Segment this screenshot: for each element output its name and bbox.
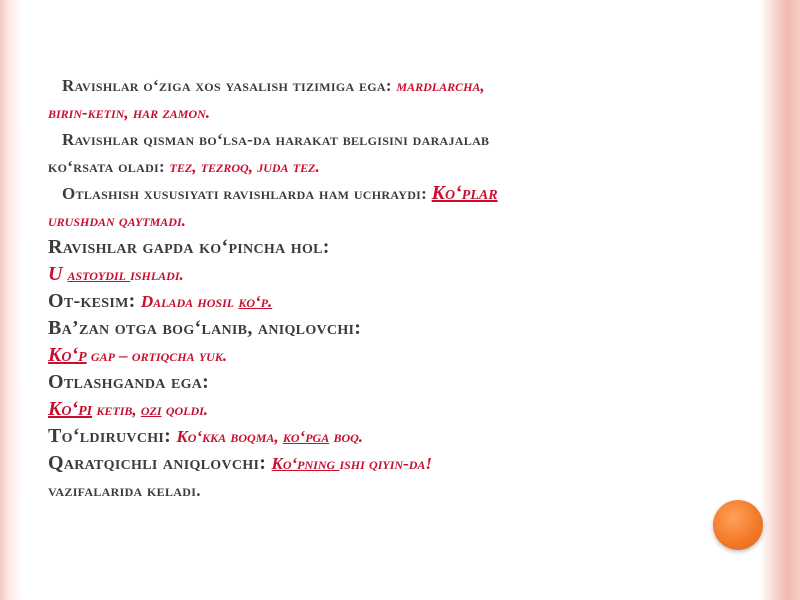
line-12 bbox=[48, 369, 728, 396]
line-10 bbox=[48, 315, 728, 342]
example-underlined: Ko‘pi bbox=[48, 398, 93, 420]
example: Ko‘kka boqma, bbox=[176, 427, 283, 446]
orange-circle-icon bbox=[713, 500, 763, 550]
example: U bbox=[48, 263, 68, 285]
statement: Otlashish xususiyati ravishlarda ham uchraydi: bbox=[62, 184, 432, 203]
line-11 bbox=[48, 342, 728, 369]
statement: To‘ldiruvchi: bbox=[48, 425, 177, 447]
statement: Ravishlar o‘ziga xos yasalish tizimiga ega: bbox=[62, 76, 397, 95]
example-underlined: Ko‘pning bbox=[271, 454, 340, 473]
statement: vazifalarida keladi. bbox=[48, 481, 201, 500]
example: urushdan qaytmadi. bbox=[48, 211, 186, 230]
example: mardlarcha, bbox=[396, 76, 485, 95]
statement: Ba’zan otga bog‘lanib, aniqlovchi: bbox=[48, 317, 362, 339]
line-1 bbox=[48, 72, 728, 99]
slide-body-text bbox=[48, 72, 728, 504]
line-7 bbox=[48, 234, 728, 261]
line-14 bbox=[48, 423, 728, 450]
line-4 bbox=[48, 153, 728, 180]
example: tez, tezroq, juda tez. bbox=[169, 157, 320, 176]
line-16 bbox=[48, 477, 728, 504]
line-9 bbox=[48, 288, 728, 315]
example: Dalada hosil bbox=[140, 292, 239, 311]
line-6 bbox=[48, 207, 728, 234]
example-underlined: astoydil bbox=[67, 265, 131, 284]
example: ishi qiyin-da! bbox=[339, 454, 432, 473]
line-8 bbox=[48, 261, 728, 288]
right-decorative-border bbox=[760, 0, 800, 600]
example: gap – ortiqcha yuk. bbox=[86, 346, 228, 365]
example-underlined: ko‘p. bbox=[238, 292, 273, 311]
example: ketib, bbox=[92, 400, 141, 419]
statement: Otlashganda ega: bbox=[48, 371, 210, 393]
example: ishladi. bbox=[130, 265, 184, 284]
statement: Ravishlar gapda ko‘pincha hol: bbox=[48, 236, 330, 258]
statement: Qaratqichli aniqlovchi: bbox=[48, 452, 272, 474]
line-2 bbox=[48, 99, 728, 126]
line-3 bbox=[48, 126, 728, 153]
example-underlined: ozi bbox=[140, 400, 162, 419]
statement: Ravishlar qisman bo‘lsa-da harakat belgisini darajalab bbox=[62, 130, 490, 149]
example: Ko‘plar bbox=[431, 182, 498, 204]
example: qoldi. bbox=[161, 400, 209, 419]
left-decorative-border bbox=[0, 0, 22, 600]
example: boq. bbox=[329, 427, 364, 446]
line-5 bbox=[48, 180, 728, 207]
line-15 bbox=[48, 450, 728, 477]
statement: ko‘rsata oladi: bbox=[48, 157, 170, 176]
example-underlined: Ko‘p bbox=[48, 344, 87, 366]
example-underlined: ko‘pga bbox=[282, 427, 330, 446]
example: birin-ketin, har zamon. bbox=[48, 103, 211, 122]
statement: Ot-kesim: bbox=[48, 290, 141, 312]
line-13 bbox=[48, 396, 728, 423]
